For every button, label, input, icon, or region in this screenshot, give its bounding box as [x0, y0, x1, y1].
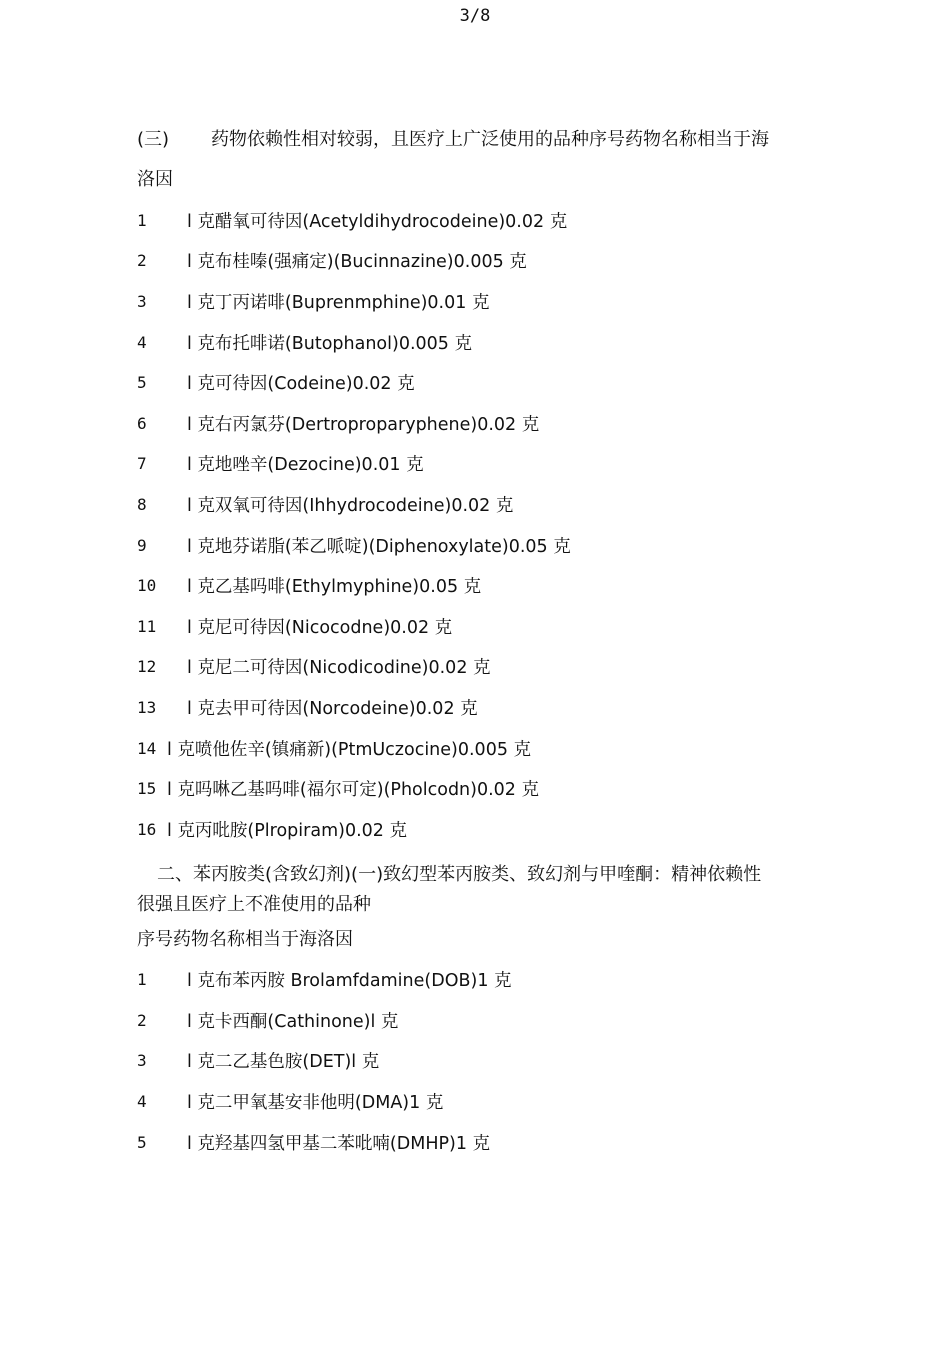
- item-number: 14: [137, 738, 157, 758]
- item-text: l 克醋氧可待因(Acetyldihydrocodeine)0.02 克: [187, 211, 568, 232]
- item-number: 1: [137, 970, 147, 990]
- list-item: [137, 200, 827, 241]
- item-number: 3: [137, 1051, 147, 1071]
- item-number: 8: [137, 494, 147, 514]
- list-item: [137, 565, 827, 606]
- item-text: l 克羟基四氢甲基二苯吡喃(DMHP)1 克: [187, 1133, 491, 1154]
- list-item: [137, 687, 827, 728]
- item-text: l 克布桂嗪(强痛定)(Bucinnazine)0.005 克: [187, 252, 527, 273]
- section3-heading-text: 药物依赖性相对较弱，且医疗上广泛使用的品种序号药物名称相当于海: [211, 129, 770, 150]
- list-item: [137, 728, 827, 769]
- item-number: 15: [137, 779, 157, 799]
- item-text: l 克尼二可待因(Nicodicodine)0.02 克: [187, 658, 491, 679]
- page-number: 3/8: [459, 6, 491, 26]
- item-number: 4: [137, 332, 147, 352]
- list-item: [137, 1081, 827, 1122]
- section2-heading: [137, 860, 827, 920]
- item-text: l 克右丙氯芬(Dertroproparyphene)0.02 克: [187, 414, 540, 435]
- item-text: l 克乙基吗啡(Ethylmyphine)0.05 克: [187, 577, 482, 598]
- item-text: l 克尼可待因(Nicocodne)0.02 克: [187, 617, 453, 638]
- section2-heading-line2: 很强且医疗上不准使用的品种: [137, 893, 371, 915]
- item-number: 10: [137, 576, 157, 596]
- list-item: [137, 362, 827, 403]
- item-number: 7: [137, 454, 147, 474]
- list-item: [137, 241, 827, 282]
- list-item: [137, 960, 827, 1001]
- item-text: l 克丁丙诺啡(Buprenmphine)0.01 克: [187, 292, 490, 313]
- item-number: 5: [137, 373, 147, 393]
- list-item: [137, 403, 827, 444]
- item-text: l 克地芬诺脂(苯乙哌啶)(Diphenoxylate)0.05 克: [187, 536, 571, 557]
- item-text: l 克喷他佐辛(镇痛新)(PtmUczocine)0.005 克: [167, 739, 532, 760]
- item-number: 5: [137, 1132, 147, 1152]
- item-number: 13: [137, 697, 157, 717]
- item-number: 16: [137, 819, 157, 839]
- section2-subheading: 序号药物名称相当于海洛因: [137, 928, 353, 950]
- list-item: [137, 647, 827, 688]
- section3-heading-prefix: (三): [137, 129, 170, 150]
- list-item: [137, 322, 827, 363]
- list-item: [137, 484, 827, 525]
- list-item: [137, 444, 827, 485]
- list-item: [137, 768, 827, 809]
- item-text: l 克可待因(Codeine)0.02 克: [187, 374, 415, 395]
- list-item: [137, 1000, 827, 1041]
- section2-list: [137, 960, 827, 1163]
- item-number: 2: [137, 1010, 147, 1030]
- item-text: l 克二乙基色胺(DET)l 克: [187, 1052, 380, 1073]
- item-number: 12: [137, 657, 157, 677]
- item-number: 9: [137, 535, 147, 555]
- list-item: [137, 1041, 827, 1082]
- item-text: l 克双氧可待因(Ihhydrocodeine)0.02 克: [187, 495, 514, 516]
- item-text: l 克布苯丙胺 Brolamfdamine(DOB)1 克: [187, 971, 512, 992]
- list-item: [137, 281, 827, 322]
- list-item: [137, 606, 827, 647]
- item-text: l 克地唑辛(Dezocine)0.01 克: [187, 455, 424, 476]
- item-number: 11: [137, 616, 157, 636]
- section3-heading: [137, 120, 827, 160]
- item-text: l 克布托啡诺(Butophanol)0.005 克: [187, 333, 472, 354]
- item-number: 1: [137, 210, 147, 230]
- list-item: [137, 1122, 827, 1163]
- list-item: [137, 809, 827, 850]
- section3-heading-cont: 洛因: [137, 169, 173, 190]
- document-body: [137, 120, 827, 1162]
- item-number: 3: [137, 291, 147, 311]
- item-text: l 克二甲氧基安非他明(DMA)1 克: [187, 1093, 444, 1114]
- item-number: 6: [137, 413, 147, 433]
- item-text: l 克吗啉乙基吗啡(福尔可定)(Pholcodn)0.02 克: [167, 780, 540, 801]
- item-number: 4: [137, 1092, 147, 1112]
- list-item: [137, 525, 827, 566]
- section3-list: [137, 200, 827, 850]
- item-text: l 克丙吡胺(Plropiram)0.02 克: [167, 820, 407, 841]
- item-text: l 克去甲可待因(Norcodeine)0.02 克: [187, 698, 478, 719]
- item-text: l 克卡西酮(Cathinone)l 克: [187, 1011, 399, 1032]
- item-number: 2: [137, 251, 147, 271]
- section2-heading-line1: 二、苯丙胺类(含致幻剂)(一)致幻型苯丙胺类、致幻剂与甲喹酮：精神依赖性: [157, 863, 762, 885]
